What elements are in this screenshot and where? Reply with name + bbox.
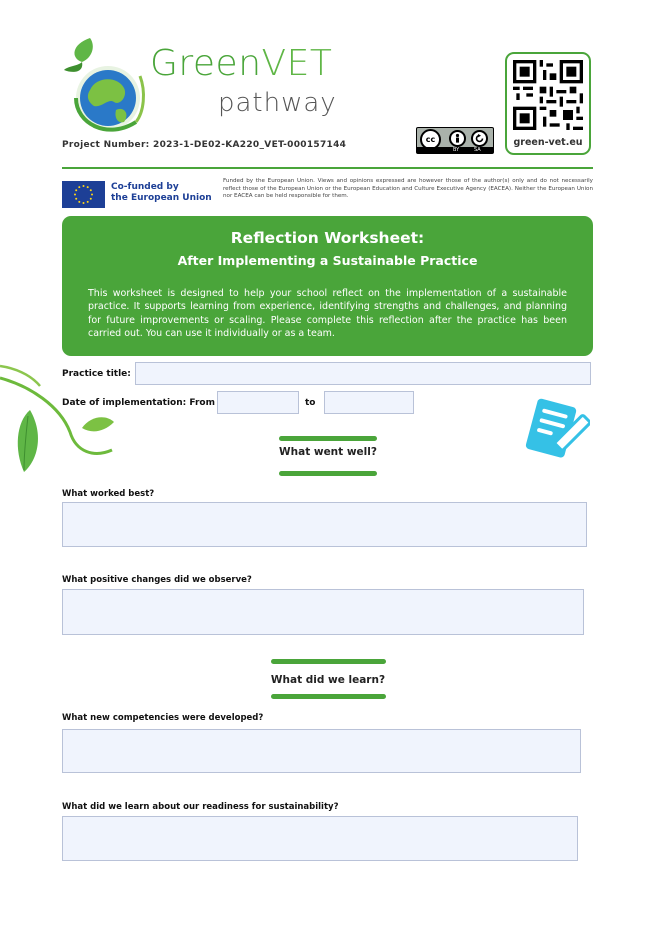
by-person-icon — [449, 130, 466, 147]
cc-icon: cc — [420, 129, 441, 150]
by-label: BY — [453, 147, 460, 153]
question-label: What did we learn about our readiness for sustainability? — [62, 802, 339, 812]
header-divider — [62, 167, 593, 169]
project-number: Project Number: 2023-1-DE02-KA220_VET-000157144 — [62, 140, 347, 150]
qr-code-card[interactable] — [505, 52, 591, 155]
worksheet-banner — [62, 216, 593, 356]
question-label: What new competencies were developed? — [62, 713, 264, 723]
answer-field-competencies[interactable] — [62, 729, 581, 773]
logo-wordmark: GreenVET — [150, 43, 333, 84]
document-edit-icon — [514, 396, 590, 468]
vine-decoration-icon — [0, 362, 120, 492]
funding-disclaimer: Funded by the European Union. Views and opinions expressed are however those of the author(s) only and do not necessarily reflect those of the European Union or the European Education and Culture Executive Agency (EACEA). Neither the European Union nor EACEA can be held responsible for them. — [223, 178, 593, 200]
answer-field-readiness[interactable] — [62, 816, 578, 861]
worksheet-intro: This worksheet is designed to help your school reflect on the implementation of a sustainable practice. It supports learning from experience, identifying strengths and challenges, and planning for future improvements or scaling. Please complete this reflection after the practice has been carried out. You can use it individually or as a team. — [88, 288, 567, 340]
section-1-bottom-bar — [279, 471, 377, 476]
eu-cofunded-text — [111, 182, 212, 204]
practice-title-label: Practice title: — [62, 369, 131, 379]
sa-label: SA — [474, 147, 481, 153]
section-2-bottom-bar — [271, 694, 386, 699]
question-label: What worked best? — [62, 489, 155, 499]
eu-line-1: Co-funded by — [111, 182, 179, 192]
date-to-input[interactable] — [324, 391, 414, 414]
sa-share-icon — [471, 130, 488, 147]
answer-field-positive-changes[interactable] — [62, 589, 584, 635]
logo-leaf-icon — [62, 36, 152, 146]
logo-pathway-text: pathway — [218, 88, 337, 118]
date-to-label: to — [305, 398, 316, 408]
date-from-input[interactable] — [217, 391, 299, 414]
section-1-top-bar — [279, 436, 377, 441]
question-label: What positive changes did we observe? — [62, 575, 252, 585]
eu-flag-icon — [62, 181, 105, 208]
answer-field-worked-best[interactable] — [62, 502, 587, 547]
qr-url-label: green-vet.eu — [513, 137, 583, 148]
section-2-title: What did we learn? — [270, 674, 386, 686]
section-1-title: What went well? — [279, 446, 377, 458]
section-2-top-bar — [271, 659, 386, 664]
worksheet-title: Reflection Worksheet: — [230, 229, 425, 247]
cc-license-badge[interactable] — [416, 127, 494, 154]
worksheet-subtitle: After Implementing a Sustainable Practice — [177, 253, 478, 268]
date-from-label: Date of implementation: From — [62, 398, 215, 408]
practice-title-input[interactable] — [135, 362, 591, 385]
eu-line-2: the European Union — [111, 193, 212, 203]
qr-code-icon — [513, 60, 583, 130]
